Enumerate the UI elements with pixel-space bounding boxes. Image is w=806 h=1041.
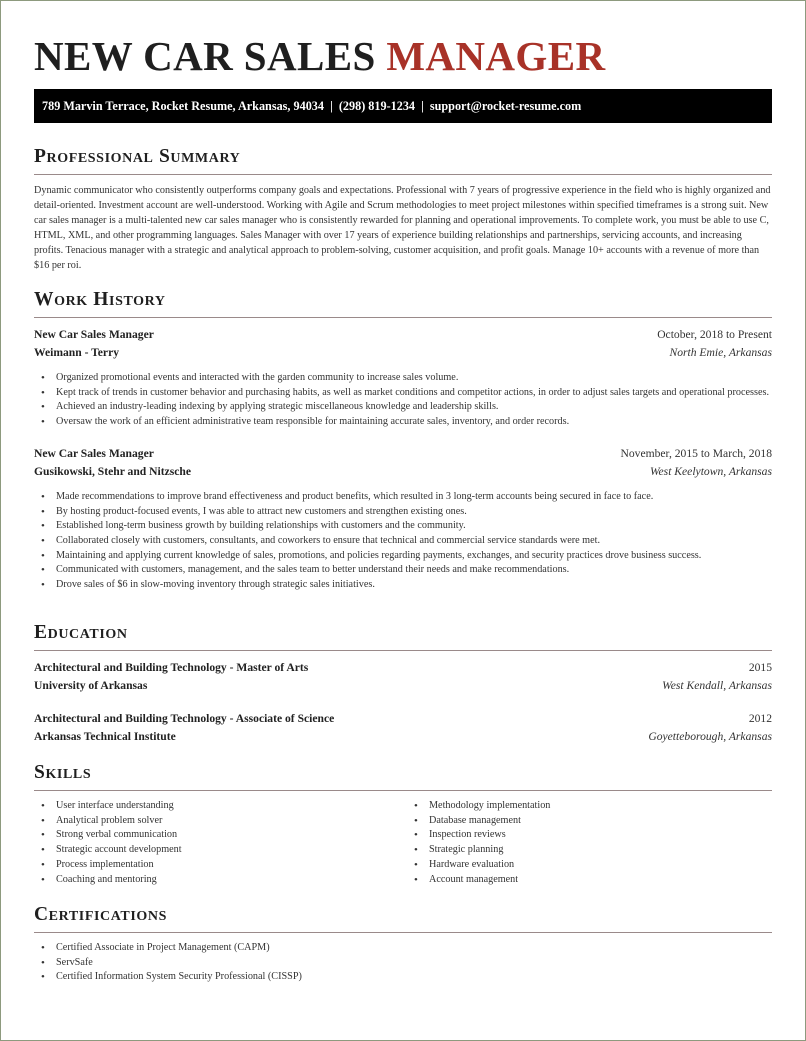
name-accent: MANAGER — [386, 33, 606, 79]
skill-item: • Strategic planning — [407, 843, 767, 858]
list-item: • Organized promotional events and interacted with the garden community to increase sales volume. — [34, 371, 772, 386]
school-location: Goyetteborough, Arkansas — [648, 730, 772, 743]
summary-section — [34, 145, 772, 273]
certifications-title: Certifications — [34, 904, 167, 925]
job-role: New Car Sales Manager — [34, 328, 154, 341]
skill-item: • Strong verbal communication — [34, 828, 394, 843]
job-dates: October, 2018 to Present — [657, 328, 772, 341]
job-company: Weimann - Terry — [34, 346, 120, 359]
education-entry — [34, 659, 772, 695]
skill-item: • Account management — [407, 873, 767, 888]
job-entry — [34, 445, 772, 593]
contact-bar: 789 Marvin Terrace, Rocket Resume, Arkansas, 94034 | (298) 819-1234 | support@rocket-resume.com — [34, 89, 772, 123]
skills-column-right — [407, 799, 767, 887]
job-bullets — [34, 371, 772, 430]
list-item: • By hosting product-focused events, I was able to attract new customers and strengthen existing ones. — [34, 505, 772, 520]
skills-grid — [34, 799, 772, 889]
job-bullets — [34, 490, 772, 593]
list-item: • Oversaw the work of an efficient administrative team responsible for maintaining accurate sales, inventory, and order records. — [34, 415, 772, 430]
education-title: Education — [34, 622, 128, 643]
degree: Architectural and Building Technology - Master of Arts — [34, 661, 309, 674]
job-header — [34, 326, 772, 344]
job-dates: November, 2015 to March, 2018 — [620, 446, 772, 460]
education-header — [34, 659, 772, 677]
skill-item: • User interface understanding — [34, 799, 394, 814]
divider — [34, 932, 772, 933]
list-item: • Kept track of trends in customer behavior and purchasing habits, as well as market conditions and competitor actions, in order to adjust sales targets and operational processes. — [34, 386, 772, 401]
certification-item: • Certified Information System Security Professional (CISSP) — [34, 970, 772, 985]
name-main: NEW CAR SALES — [34, 33, 387, 79]
skill-item: • Database management — [407, 814, 767, 829]
education-subheader — [34, 677, 772, 695]
summary-text: Dynamic communicator who consistently outperforms company goals and expectations. Professional with 7 years of progressive experience in the field who is highly organized and detail-oriented. Investment account are well-understood. Working with Agile and Scrum methodologies to meet project milestones within specified timeframes is a strong suit. New car sales manager is a multi-talented new car sales manager who is consistently rewarded for planning and operational improvements. To complete work, you must be able to use C, HTML, XML, and other programming languages. Sales Manager with over 17 years of experience building relationships and partnerships, servicing accounts, and increasing profits. Tenacious manager with a strategic and analytical approach to problem-solving, customer acquisition, and profit goals. Manage 10+ accounts with a revenue of more than $16 per roi. — [34, 185, 771, 271]
list-item: • Drove sales of $6 in slow-moving inventory through strategic sales initiatives. — [34, 578, 772, 593]
skill-item: • Analytical problem solver — [34, 814, 394, 829]
job-company: Gusikowski, Stehr and Nitzsche — [34, 464, 191, 478]
skill-item: • Process implementation — [34, 858, 394, 873]
job-location: West Keelytown, Arkansas — [649, 464, 772, 478]
list-item: • Maintaining and applying current knowledge of sales, promotions, and policies regarding payments, exchanges, and security practices drove business success. — [34, 549, 772, 564]
job-header — [34, 445, 772, 463]
job-location: North Emie, Arkansas — [669, 346, 772, 359]
certification-item: • ServSafe — [34, 956, 772, 971]
school: University of Arkansas — [34, 679, 148, 692]
school-location: West Kendall, Arkansas — [662, 679, 772, 692]
list-item: • Made recommendations to improve brand effectiveness and product benefits, which resulted in 3 long-term accounts being secured in face to face. — [34, 490, 772, 505]
certifications-list — [34, 941, 772, 985]
education-subheader — [34, 728, 772, 746]
summary-title: Professional Summary — [34, 146, 241, 167]
skills-column-left — [34, 799, 394, 887]
certifications-section — [34, 903, 772, 985]
education-header — [34, 710, 772, 728]
education-section — [34, 621, 772, 746]
degree: Architectural and Building Technology - Associate of Science — [34, 712, 335, 725]
skills-section — [34, 761, 772, 889]
divider — [34, 317, 772, 318]
list-item: • Achieved an industry-leading indexing by applying strategic miscellaneous knowledge and leadership skills. — [34, 400, 772, 415]
graduation-year: 2015 — [748, 661, 772, 674]
list-item: • Established long-term business growth by building relationships with customers and the community. — [34, 519, 772, 534]
skill-item: • Strategic account development — [34, 843, 394, 858]
education-entry — [34, 710, 772, 746]
job-subheader — [34, 344, 772, 362]
job-role: New Car Sales Manager — [34, 446, 154, 460]
list-item: • Collaborated closely with customers, consultants, and coworkers to ensure that technical and commercial service standards were met. — [34, 534, 772, 549]
skill-item: • Hardware evaluation — [407, 858, 767, 873]
divider — [34, 174, 772, 175]
skill-item: • Inspection reviews — [407, 828, 767, 843]
divider — [34, 650, 772, 651]
certification-item: • Certified Associate in Project Management (CAPM) — [34, 941, 772, 956]
job-entry — [34, 326, 772, 430]
work-section — [34, 288, 772, 593]
skills-title: Skills — [34, 762, 92, 783]
list-item: • Communicated with customers, management, and the sales team to better understand their needs and make recommendations. — [34, 563, 772, 578]
graduation-year: 2012 — [748, 712, 772, 725]
skill-item: • Methodology implementation — [407, 799, 767, 814]
school: Arkansas Technical Institute — [34, 730, 176, 743]
divider — [34, 790, 772, 791]
job-subheader — [34, 463, 772, 481]
skill-item: • Coaching and mentoring — [34, 873, 394, 888]
candidate-name — [34, 32, 605, 80]
work-title: Work History — [34, 289, 166, 310]
